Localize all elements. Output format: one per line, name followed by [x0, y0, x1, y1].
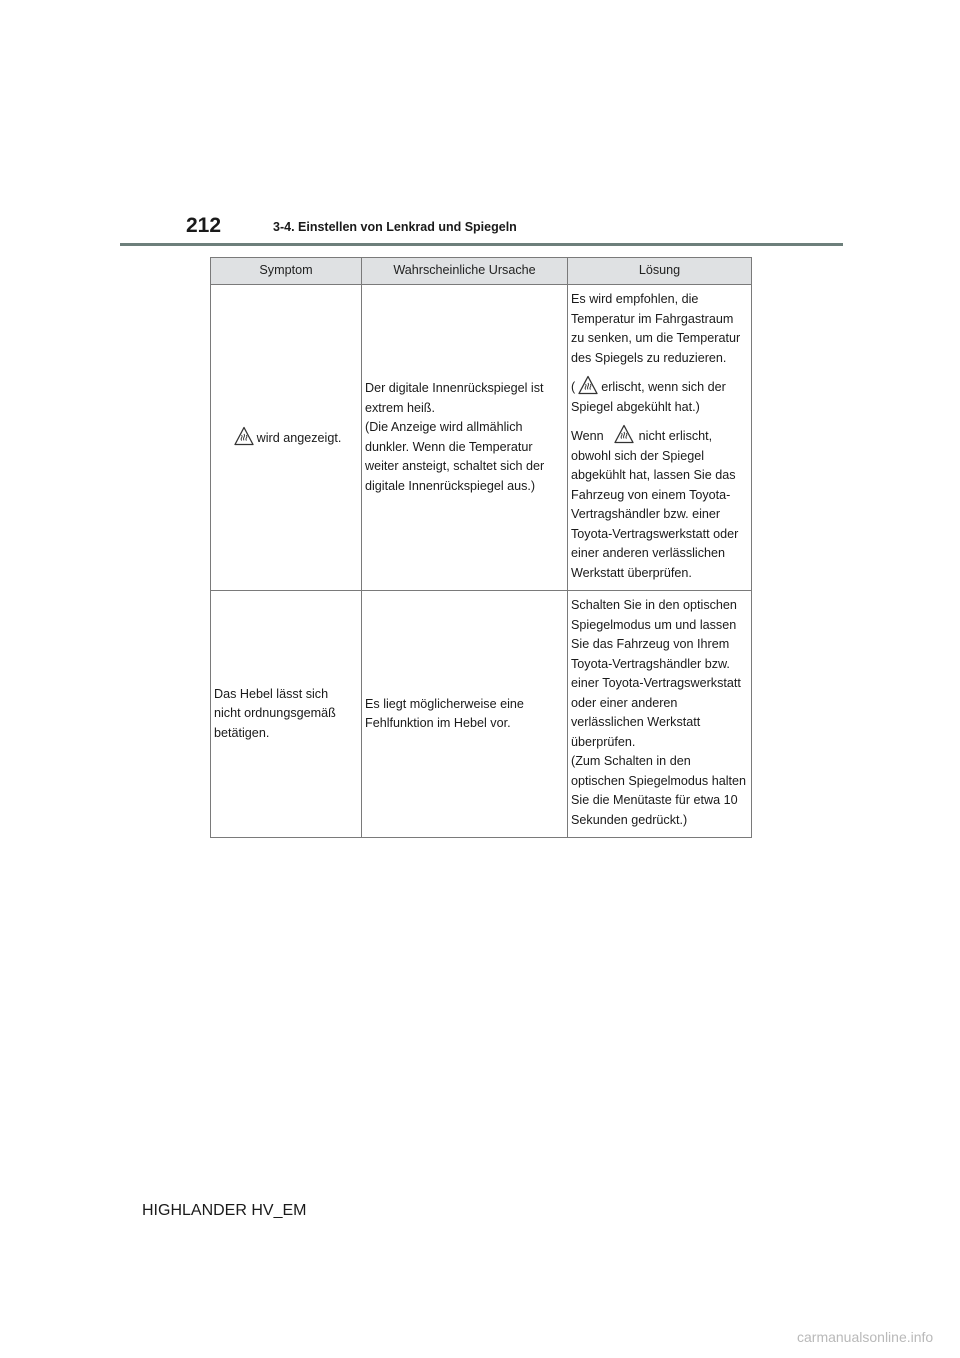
solution-note-text: erlischt, wenn sich der Spiegel abgekühlt hat.) [571, 380, 726, 414]
mirror-heat-warning-icon [234, 426, 254, 446]
page-number: 212 [186, 214, 222, 237]
header-divider [120, 243, 843, 246]
solution-cell [568, 591, 752, 838]
solution-note: (Zum Schalten in den optischen Spiegelmodus halten Sie die Menütaste für etwa 10 Sekunden gedrückt.) [571, 754, 747, 827]
solution-note-open: ( [571, 380, 576, 394]
section-title: 3-4. Einstellen von Lenkrad und Spiegeln [273, 220, 517, 234]
solution-followup-pre: Wenn [571, 429, 604, 443]
column-header-solution: Lösung [568, 258, 752, 285]
table-header-row [211, 258, 752, 285]
symptom-text: Das Hebel lässt sich nicht ordnungsgemäß betätigen. [214, 686, 336, 740]
symptom-cell [211, 591, 362, 838]
watermark: carmanualsonline.info [797, 1329, 934, 1345]
solution-text: Es wird empfohlen, die Temperatur im Fahrgastraum zu senken, um die Temperatur des Spiegels zu reduzieren. [571, 292, 741, 365]
cause-cell [362, 285, 568, 591]
solution-note [571, 375, 748, 417]
mirror-heat-warning-icon [614, 424, 634, 444]
cause-text: Es liegt möglicherweise eine Fehlfunktion im Hebel vor. [365, 696, 524, 730]
table-row [211, 591, 752, 838]
mirror-heat-warning-icon [578, 375, 598, 395]
table-row [211, 285, 752, 591]
solution-followup-text: nicht erlischt, obwohl sich der Spiegel abgekühlt hat, lassen Sie das Fahrzeug von einem Toyota-Vertragshändler bzw. einer Toyota-Vertragswerkstatt oder einer anderen verlässlichen Werkstatt überprüfen. [571, 429, 739, 580]
troubleshooting-table [210, 257, 752, 838]
footer-model-name: HIGHLANDER HV_EM [142, 1202, 307, 1219]
symptom-text: wird angezeigt. [256, 431, 342, 446]
column-header-cause: Wahrscheinliche Ursache [362, 258, 568, 285]
symptom-cell [211, 285, 362, 591]
cause-cell [362, 591, 568, 838]
solution-text: Schalten Sie in den optischen Spiegelmodus um und lassen Sie das Fahrzeug von Ihrem Toyota-Vertragshändler bzw. einer Toyota-Vertragswerkstatt oder einer anderen verlässlichen Werkstatt überprüfen. [571, 598, 741, 749]
solution-cell [568, 285, 752, 591]
column-header-symptom: Symptom [211, 258, 362, 285]
cause-text: Der digitale Innenrückspiegel ist extrem heiß. [365, 381, 544, 415]
cause-note: (Die Anzeige wird allmählich dunkler. Wenn die Temperatur weiter ansteigt, schaltet sich der digitale Innenrückspiegel aus.) [365, 420, 545, 493]
solution-followup [571, 424, 748, 583]
